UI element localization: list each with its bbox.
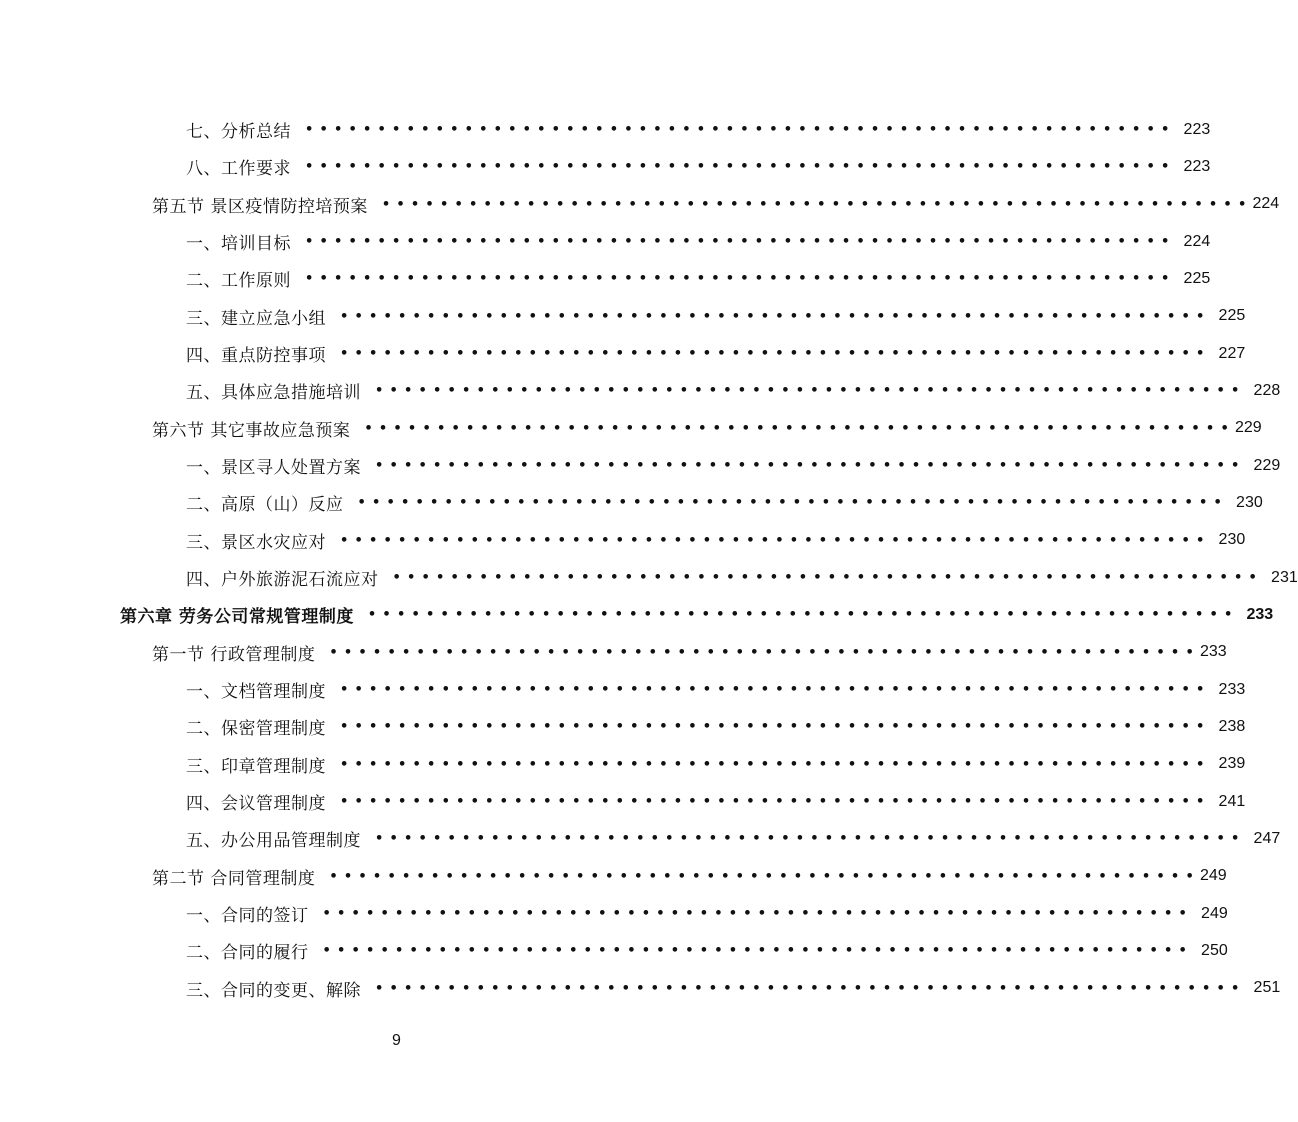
toc-entry-page: 233 [1218,680,1246,698]
toc-entry-page: 233 [1246,605,1274,623]
toc-subsection[interactable] [0,260,1211,297]
toc-entry-label: 三、景区水灾应对 [186,532,326,553]
toc-entry-page: 224 [1252,195,1280,213]
toc-entry-label: 二、工作原则 [186,271,291,292]
toc-subsection[interactable] [0,298,1246,335]
toc-leader-dots: •••••••••••••••••••••••••••••••••••••••••••••••••••••••••••• [340,682,1211,698]
toc-entry-page: 225 [1218,307,1246,325]
toc-entry-page: 239 [1218,755,1246,773]
toc-leader-dots: •••••••••••••••••••••••••••••••••••••••••••••••••••••••••••• [340,794,1211,810]
toc-subsection[interactable] [0,484,1263,521]
toc-leader-dots: •••••••••••••••••••••••••••••••••••••••••••••••••••••••••••• [322,943,1194,959]
toc-entry-label: 一、景区寻人处置方案 [186,458,361,479]
toc-section[interactable] [0,186,1280,223]
toc-entry-label: 一、合同的签订 [186,906,309,927]
toc-leader-dots: •••••••••••••••••••••••••••••••••••••••••••••••••••••••••••• [392,570,1264,586]
toc-leader-dots: •••••••••••••••••••••••••••••••••••••••••••••••••••••••••••• [375,383,1246,399]
toc-subsection[interactable] [0,335,1246,372]
toc-leader-dots: •••••••••••••••••••••••••••••••••••••••••••••••••••••••••••• [375,458,1246,474]
toc-leader-dots: •••••••••••••••••••••••••••••••••••••••••••••••••••••••••••• [340,308,1211,324]
toc-entry-label: 四、重点防控事项 [186,346,326,367]
toc-entry-label: 三、合同的变更、解除 [186,980,361,1001]
toc-leader-dots: •••••••••••••••••••••••••••••••••••••••••••••••••••••••••••• [322,906,1194,922]
toc-section[interactable] [0,634,1227,671]
toc-entry-label: 四、会议管理制度 [186,794,326,815]
toc-entry-page: 231 [1271,568,1298,586]
toc-leader-dots: •••••••••••••••••••••••••••••••••••••••••••••••••••••••••••• [375,831,1246,847]
page-number: 9 [392,1032,401,1049]
toc-entry-label: 七、分析总结 [186,122,291,143]
toc-entry-page: 230 [1218,531,1246,549]
toc-entry-page: 233 [1199,643,1227,661]
toc-leader-dots: •••••••••••••••••••••••••••••••••••••••••••••••••••••••••••• [329,644,1200,660]
toc-leader-dots: •••••••••••••••••••••••••••••••••••••••••••••••••••••••••••• [305,122,1176,138]
toc-subsection[interactable] [0,895,1228,932]
toc-leader-dots: •••••••••••••••••••••••••••••••••••••••••••••••••••••••••••• [367,607,1239,623]
toc-entry-label: 三、建立应急小组 [186,308,326,329]
table-of-contents [0,111,1298,1007]
toc-entry-page: 223 [1183,157,1211,175]
toc-leader-dots: •••••••••••••••••••••••••••••••••••••••••••••••••••••••••••• [329,868,1200,884]
toc-subsection[interactable] [0,522,1246,559]
toc-leader-dots: •••••••••••••••••••••••••••••••••••••••••••••••••••••••••••• [375,980,1246,996]
toc-entry-label: 五、具体应急措施培训 [186,383,361,404]
toc-subsection[interactable] [0,223,1211,260]
toc-subsection[interactable] [0,111,1211,148]
toc-leader-dots: •••••••••••••••••••••••••••••••••••••••••••••••••••••••••••• [357,495,1229,511]
toc-entry-label: 八、工作要求 [186,159,291,180]
toc-subsection[interactable] [0,932,1228,969]
toc-subsection[interactable] [0,447,1281,484]
toc-section[interactable] [0,410,1262,447]
toc-entry-label: 二、保密管理制度 [186,719,326,740]
toc-subsection[interactable] [0,783,1246,820]
toc-subsection[interactable] [0,746,1246,783]
toc-entry-label: 四、户外旅游泥石流应对 [186,570,379,591]
toc-subsection[interactable] [0,372,1281,409]
toc-entry-label: 第六节 其它事故应急预案 [152,420,351,441]
toc-entry-label: 第六章 劳务公司常规管理制度 [120,607,354,628]
toc-leader-dots: •••••••••••••••••••••••••••••••••••••••••••••••••••••••••••• [305,159,1176,175]
toc-entry-page: 247 [1253,829,1281,847]
toc-entry-page: 229 [1253,456,1281,474]
toc-entry-page: 241 [1218,792,1246,810]
toc-entry-label: 第五节 景区疫情防控培预案 [152,196,368,217]
toc-subsection[interactable] [0,820,1281,857]
toc-leader-dots: •••••••••••••••••••••••••••••••••••••••••••••••••••••••••••• [340,719,1211,735]
toc-entry-page: 249 [1199,867,1227,885]
toc-leader-dots: •••••••••••••••••••••••••••••••••••••••••••••••••••••••••••• [364,420,1235,436]
toc-subsection[interactable] [0,148,1211,185]
toc-entry-label: 一、文档管理制度 [186,682,326,703]
toc-entry-page: 228 [1253,381,1281,399]
toc-entry-page: 249 [1201,904,1228,922]
toc-entry-label: 第一节 行政管理制度 [152,644,316,665]
toc-entry-label: 第二节 合同管理制度 [152,868,316,889]
toc-leader-dots: •••••••••••••••••••••••••••••••••••••••••••••••••••••••••••• [340,532,1211,548]
toc-entry-label: 五、办公用品管理制度 [186,831,361,852]
toc-entry-page: 229 [1234,419,1262,437]
toc-leader-dots: •••••••••••••••••••••••••••••••••••••••••••••••••••••••••••• [305,271,1176,287]
toc-entry-page: 250 [1201,941,1228,959]
toc-entry-page: 251 [1253,979,1281,997]
toc-leader-dots: •••••••••••••••••••••••••••••••••••••••••••••••••••••••••••• [340,346,1211,362]
toc-leader-dots: •••••••••••••••••••••••••••••••••••••••••••••••••••••••••••• [340,756,1211,772]
toc-entry-label: 一、培训目标 [186,234,291,255]
toc-subsection[interactable] [0,708,1246,745]
toc-entry-label: 二、高原（山）反应 [186,495,344,516]
toc-chapter[interactable] [0,596,1274,633]
toc-leader-dots: •••••••••••••••••••••••••••••••••••••••••••••••••••••••••••• [381,196,1253,212]
toc-subsection[interactable] [0,671,1246,708]
toc-subsection[interactable] [0,559,1298,596]
toc-entry-label: 二、合同的履行 [186,943,309,964]
toc-entry-page: 224 [1183,232,1211,250]
toc-leader-dots: •••••••••••••••••••••••••••••••••••••••••••••••••••••••••••• [305,234,1176,250]
toc-entry-page: 238 [1218,717,1246,735]
toc-entry-page: 230 [1236,493,1263,511]
toc-section[interactable] [0,858,1227,895]
toc-entry-page: 223 [1183,120,1211,138]
toc-subsection[interactable] [0,970,1281,1007]
toc-entry-label: 三、印章管理制度 [186,756,326,777]
toc-entry-page: 227 [1218,344,1246,362]
toc-entry-page: 225 [1183,269,1211,287]
